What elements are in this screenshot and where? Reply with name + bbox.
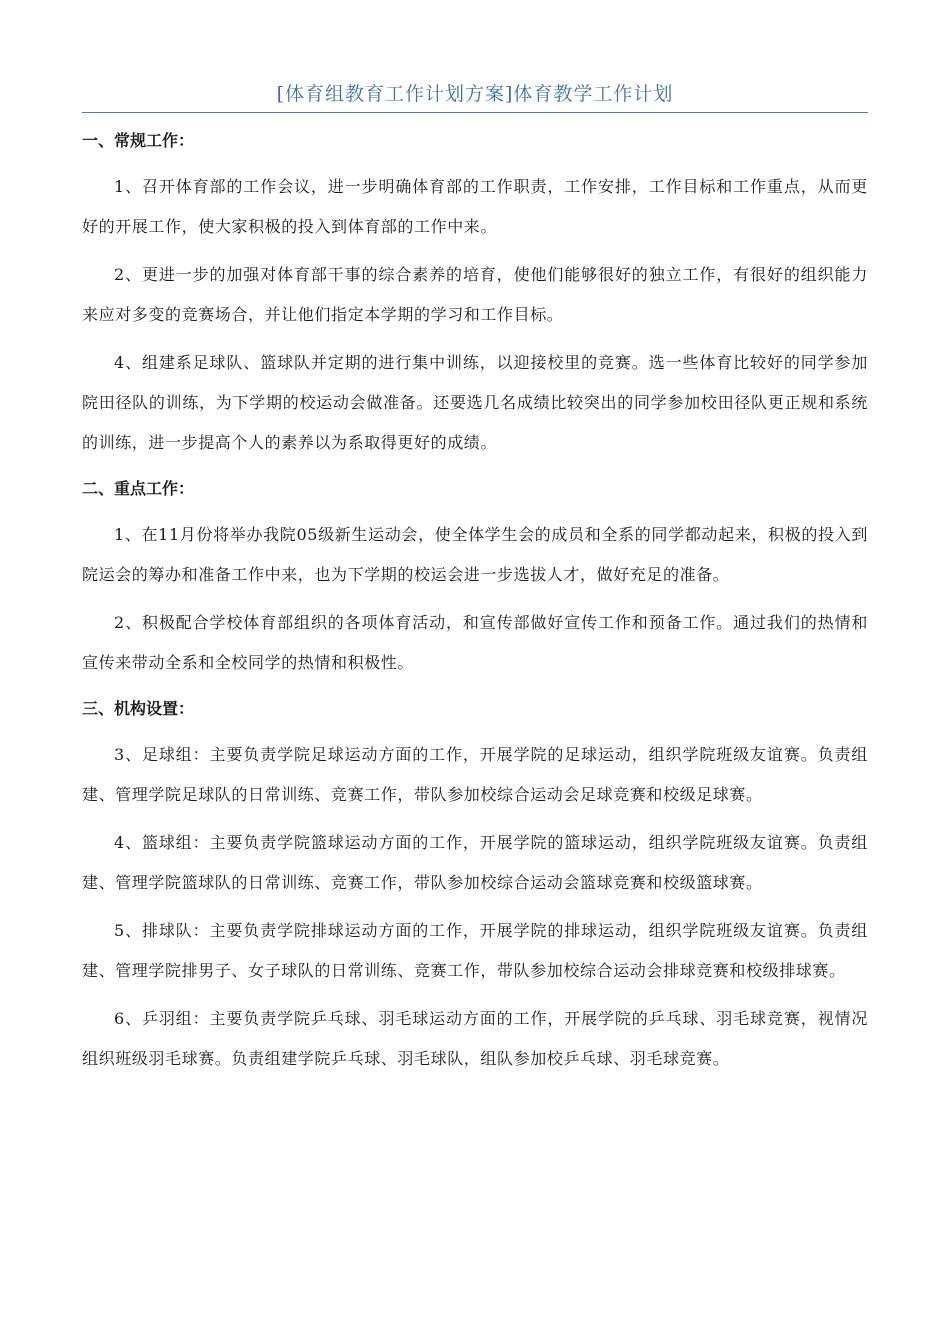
paragraph: 1、召开体育部的工作会议，进一步明确体育部的工作职责，工作安排，工作目标和工作重点，从而更好的开展工作，使大家积极的投入到体育部的工作中来。 bbox=[82, 177, 868, 236]
paragraph: 2、积极配合学校体育部组织的各项体育活动，和宣传部做好宣传工作和预备工作。通过我们的热情和宣传来带动全系和全校同学的热情和积极性。 bbox=[82, 613, 868, 672]
section-heading: 三、机构设置： bbox=[82, 699, 195, 718]
paragraph: 5、排球队：主要负责学院排球运动方面的工作，开展学院的排球运动，组织学院班级友谊赛。负责组建、管理学院排男子、女子球队的日常训练、竞赛工作，带队参加校综合运动会排球竞赛和校级排球赛。 bbox=[82, 921, 868, 980]
document-title: [体育组教育工作计划方案]体育教学工作计划 bbox=[82, 78, 868, 113]
section-organization bbox=[82, 695, 868, 1079]
section-heading: 二、重点工作： bbox=[82, 479, 195, 498]
paragraph: 1、在11月份将举办我院05级新生运动会，使全体学生会的成员和全系的同学都动起来，积极的投入到院运会的筹办和准备工作中来，也为下学期的校运会进一步选拔人才，做好充足的准备。 bbox=[82, 525, 868, 584]
paragraph: 2、更进一步的加强对体育部干事的综合素养的培育，使他们能够很好的独立工作，有很好的组织能力来应对多变的竞赛场合，并让他们指定本学期的学习和工作目标。 bbox=[82, 265, 868, 324]
section-routine-work bbox=[82, 127, 868, 463]
paragraph: 4、组建系足球队、篮球队并定期的进行集中训练，以迎接校里的竞赛。选一些体育比较好的同学参加院田径队的训练，为下学期的校运动会做准备。还要选几名成绩比较突出的同学参加校田径队更正规和系统的训练，进一步提高个人的素养以为系取得更好的成绩。 bbox=[82, 353, 868, 452]
section-key-work bbox=[82, 475, 868, 683]
section-heading: 一、常规工作： bbox=[82, 131, 195, 150]
paragraph: 3、足球组：主要负责学院足球运动方面的工作，开展学院的足球运动，组织学院班级友谊赛。负责组建、管理学院足球队的日常训练、竞赛工作，带队参加校综合运动会足球竞赛和校级足球赛。 bbox=[82, 745, 868, 804]
paragraph: 6、乒羽组：主要负责学院乒乓球、羽毛球运动方面的工作，开展学院的乒乓球、羽毛球竞赛，视情况组织班级羽毛球赛。负责组建学院乒乓球、羽毛球队，组队参加校乒乓球、羽毛球竞赛。 bbox=[82, 1009, 868, 1068]
paragraph: 4、篮球组：主要负责学院篮球运动方面的工作，开展学院的篮球运动，组织学院班级友谊赛。负责组建、管理学院篮球队的日常训练、竞赛工作，带队参加校综合运动会篮球竞赛和校级篮球赛。 bbox=[82, 833, 868, 892]
document-page bbox=[82, 78, 868, 1091]
